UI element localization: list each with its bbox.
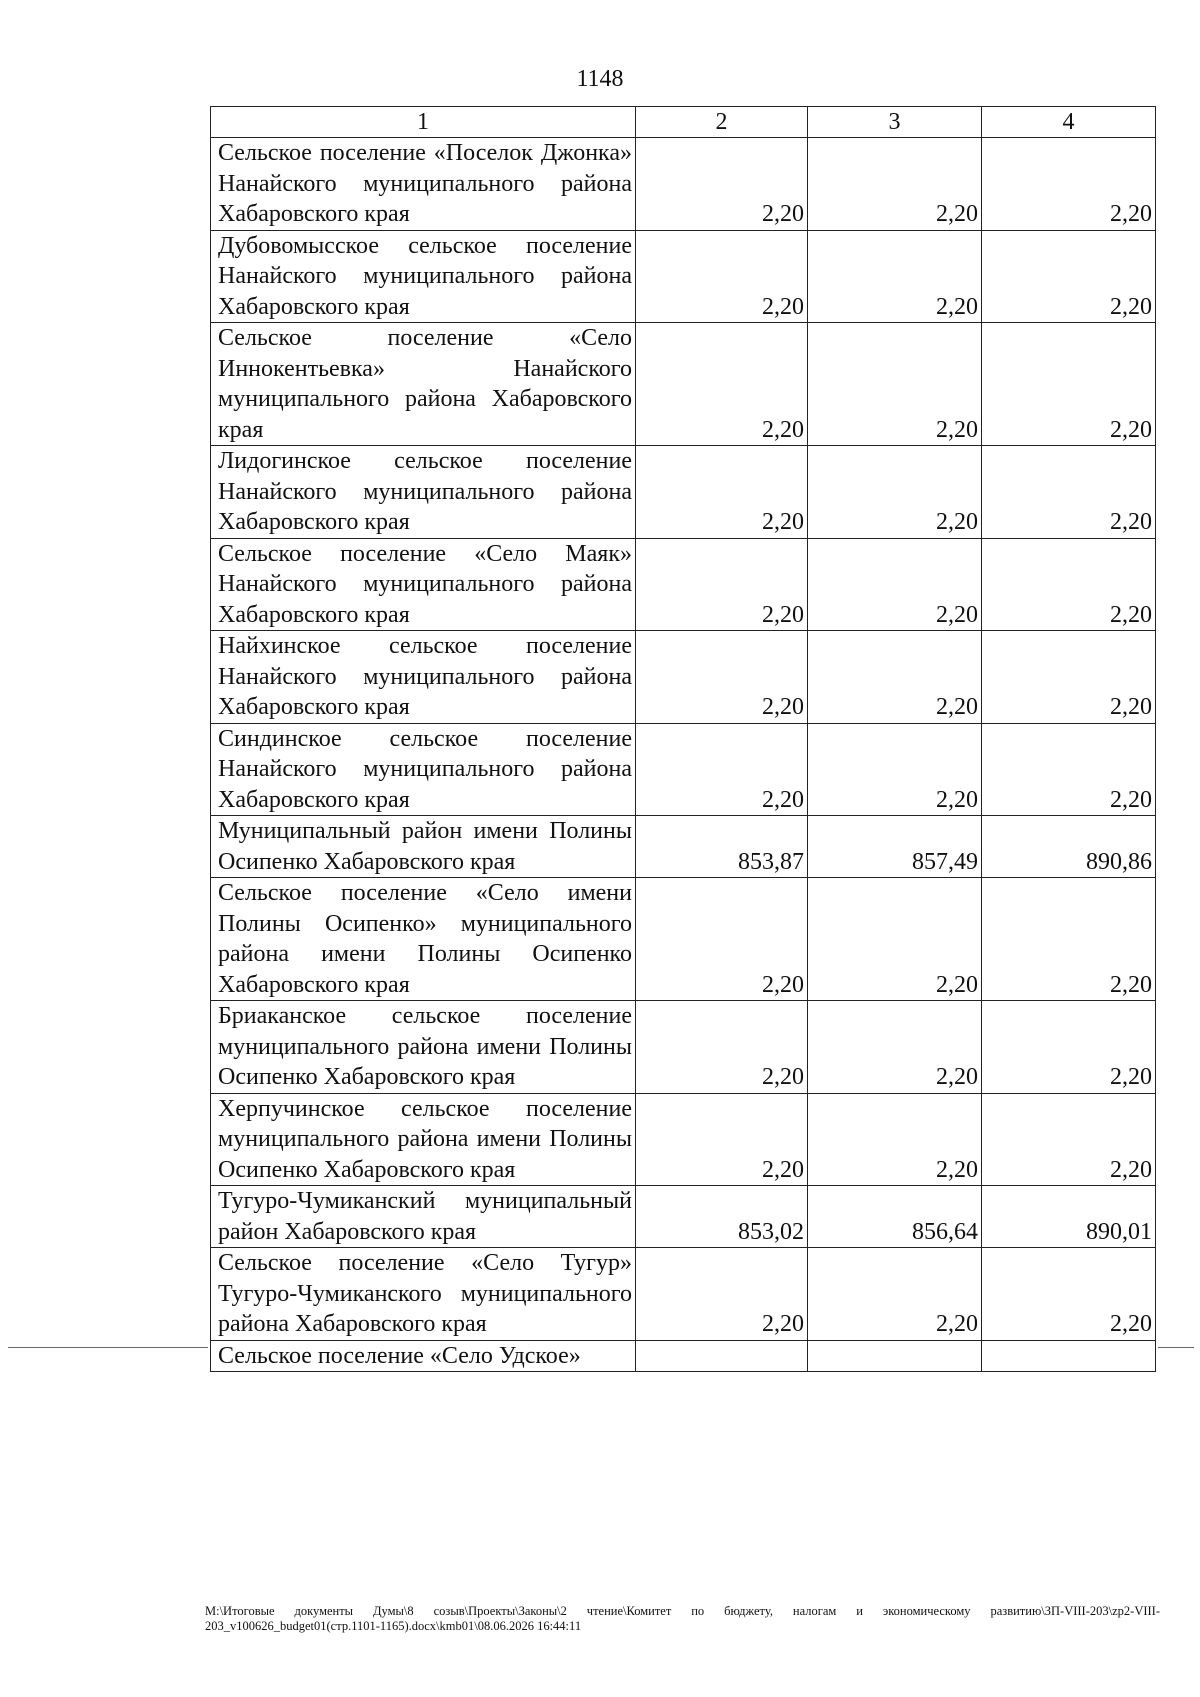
value-col-4: 2,20 — [982, 631, 1156, 724]
column-header: 4 — [982, 107, 1156, 138]
value-col-3: 2,20 — [808, 878, 982, 1001]
value-col-2: 2,20 — [636, 446, 808, 539]
table-row — [211, 723, 1156, 816]
municipality-name: Муниципальный район имени Полины Осипенко Хабаровского края — [211, 816, 636, 878]
value-col-3: 2,20 — [808, 230, 982, 323]
budget-table — [210, 106, 1156, 1372]
table-header-row — [211, 107, 1156, 138]
table-row — [211, 230, 1156, 323]
municipality-name: Сельское поселение «Село Маяк» Нанайского муниципального района Хабаровского края — [211, 538, 636, 631]
value-col-4: 2,20 — [982, 1093, 1156, 1186]
value-col-3: 856,64 — [808, 1186, 982, 1248]
value-col-3: 2,20 — [808, 1001, 982, 1094]
value-col-2: 2,20 — [636, 1093, 808, 1186]
municipality-name: Дубовомысское сельское поселение Нанайского муниципального района Хабаровского края — [211, 230, 636, 323]
value-col-3: 2,20 — [808, 1248, 982, 1341]
value-col-2: 2,20 — [636, 538, 808, 631]
value-col-4: 2,20 — [982, 878, 1156, 1001]
municipality-name: Найхинское сельское поселение Нанайского муниципального района Хабаровского края — [211, 631, 636, 724]
value-col-4: 2,20 — [982, 1001, 1156, 1094]
value-col-3: 2,20 — [808, 323, 982, 446]
value-col-2: 853,87 — [636, 816, 808, 878]
municipality-name: Сельское поселение «Село Иннокентьевка» Нанайского муниципального района Хабаровского края — [211, 323, 636, 446]
table-row — [211, 1093, 1156, 1186]
municipality-name: Сельское поселение «Село Тугур» Тугуро-Чумиканского муниципального района Хабаровского края — [211, 1248, 636, 1341]
value-col-2: 2,20 — [636, 631, 808, 724]
value-col-3: 2,20 — [808, 138, 982, 231]
column-header: 3 — [808, 107, 982, 138]
value-col-4: 2,20 — [982, 138, 1156, 231]
table-row — [211, 878, 1156, 1001]
value-col-2: 2,20 — [636, 723, 808, 816]
value-col-4: 2,20 — [982, 323, 1156, 446]
table-row — [211, 323, 1156, 446]
value-col-3: 2,20 — [808, 631, 982, 724]
value-col-3: 2,20 — [808, 1093, 982, 1186]
value-col-2: 853,02 — [636, 1186, 808, 1248]
municipality-name: Сельское поселение «Село Удское» — [211, 1340, 636, 1372]
value-col-4: 2,20 — [982, 230, 1156, 323]
municipality-name: Сельское поселение «Поселок Джонка» Нанайского муниципального района Хабаровского края — [211, 138, 636, 231]
value-col-4: 2,20 — [982, 538, 1156, 631]
table-row — [211, 538, 1156, 631]
municipality-name: Тугуро-Чумиканский муниципальный район Хабаровского края — [211, 1186, 636, 1248]
value-col-2: 2,20 — [636, 1001, 808, 1094]
scan-artifact-line-left — [8, 1347, 208, 1348]
value-col-3 — [808, 1340, 982, 1372]
value-col-2: 2,20 — [636, 878, 808, 1001]
scan-artifact-line-right — [1158, 1347, 1194, 1348]
value-col-2 — [636, 1340, 808, 1372]
value-col-3: 2,20 — [808, 723, 982, 816]
value-col-2: 2,20 — [636, 1248, 808, 1341]
table-row — [211, 1340, 1156, 1372]
municipality-name: Херпучинское сельское поселение муниципального района имени Полины Осипенко Хабаровского края — [211, 1093, 636, 1186]
value-col-4: 890,86 — [982, 816, 1156, 878]
value-col-4: 2,20 — [982, 1248, 1156, 1341]
file-path-footer: M:\Итоговые документы Думы\8 созыв\Проекты\Законы\2 чтение\Комитет по бюджету, налогам и экономическому развитию\ЗП-VIII-203\zp2-VIII-203_v100626_budget01(стр.1101-1165).docx\kmb01\08.06.2026 16:44:11 — [205, 1604, 1160, 1633]
municipality-name: Бриаканское сельское поселение муниципального района имени Полины Осипенко Хабаровского края — [211, 1001, 636, 1094]
municipality-name: Синдинское сельское поселение Нанайского муниципального района Хабаровского края — [211, 723, 636, 816]
value-col-3: 2,20 — [808, 538, 982, 631]
value-col-3: 2,20 — [808, 446, 982, 539]
column-header: 2 — [636, 107, 808, 138]
value-col-2: 2,20 — [636, 323, 808, 446]
value-col-2: 2,20 — [636, 230, 808, 323]
column-header: 1 — [211, 107, 636, 138]
value-col-2: 2,20 — [636, 138, 808, 231]
value-col-4: 2,20 — [982, 446, 1156, 539]
table-row — [211, 631, 1156, 724]
municipality-name: Лидогинское сельское поселение Нанайского муниципального района Хабаровского края — [211, 446, 636, 539]
value-col-3: 857,49 — [808, 816, 982, 878]
table-row — [211, 446, 1156, 539]
value-col-4: 2,20 — [982, 723, 1156, 816]
value-col-4: 890,01 — [982, 1186, 1156, 1248]
page-number: 1148 — [576, 66, 624, 92]
municipality-name: Сельское поселение «Село имени Полины Осипенко» муниципального района имени Полины Осипенко Хабаровского края — [211, 878, 636, 1001]
value-col-4 — [982, 1340, 1156, 1372]
table-row — [211, 1248, 1156, 1341]
table-row — [211, 1186, 1156, 1248]
table-row — [211, 816, 1156, 878]
table-row — [211, 1001, 1156, 1094]
table-row — [211, 138, 1156, 231]
